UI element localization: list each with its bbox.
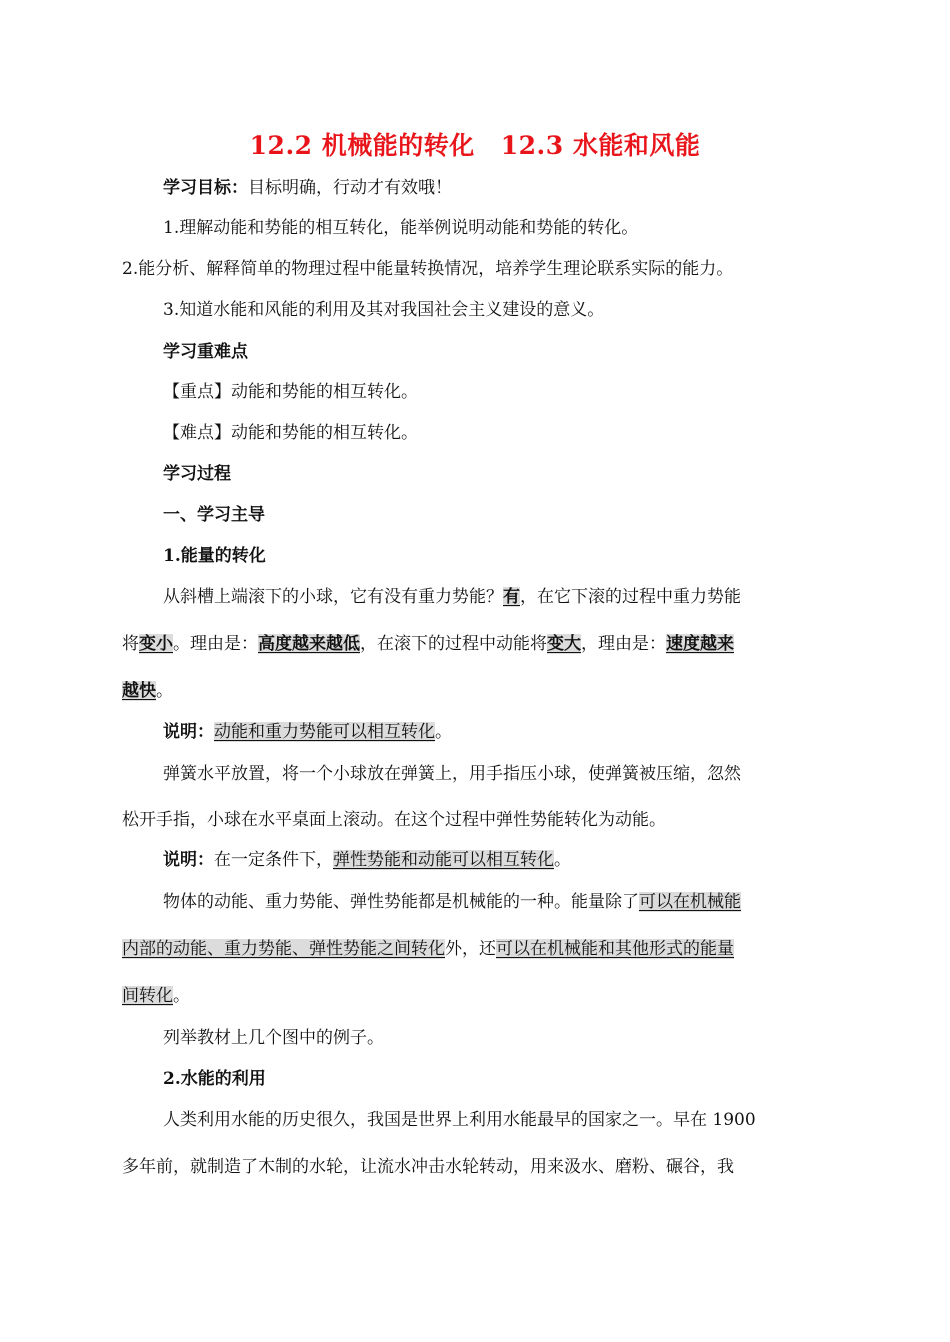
key-points-heading: 学习重难点 [163,342,248,362]
key-point-difficulty: 【难点】动能和势能的相互转化。 [163,423,418,443]
p1-text-5: ，在滚下的过程中动能将 [360,634,547,654]
process-heading: 学习过程 [163,464,231,484]
note-2 [163,846,571,874]
p3-text-3: 。 [173,986,190,1006]
p3-answer-1: 可以在机械能 [639,892,741,912]
key-point-focus: 【重点】动能和势能的相互转化。 [163,382,418,402]
objective-item-3: 3.知道水能和风能的利用及其对我国社会主义建设的意义。 [163,300,605,320]
objectives-line [163,174,452,202]
note-1-label: 说明： [163,722,214,742]
section-heading-1: 一、学习主导 [163,505,265,525]
p3-text-1: 物体的动能、重力势能、弹性势能都是机械能的一种。能量除了 [163,892,639,912]
p1-text-2: ，在它下滚的过程中重力势能 [520,587,741,607]
p1-text-3: 将 [122,634,139,654]
note-1-answer: 动能和重力势能可以相互转化 [214,722,435,742]
p1-text-4: 。理由是： [173,634,258,654]
answer-has-gravity-energy: 有 [503,587,520,607]
paragraph-4: 列举教材上几个图中的例子。 [163,1028,384,1048]
note-2-label: 说明： [163,850,214,870]
page-title [0,126,950,162]
objectives-intro: 目标明确，行动才有效哦！ [248,178,452,198]
title-part-2: 12.3 水能和风能 [500,131,701,160]
paragraph-2-line-1: 弹簧水平放置，将一个小球放在弹簧上，用手指压小球，使弹簧被压缩，忽然 [163,764,741,784]
p3-answer-2: 可以在机械能和其他形式的能量 [496,939,734,959]
note-2-text: 在一定条件下， [214,850,333,870]
title-part-1: 12.2 机械能的转化 [249,131,475,160]
paragraph-1-line-2 [122,630,734,658]
paragraph-2-line-2: 松开手指，小球在水平桌面上滚动。在这个过程中弹性势能转化为动能。 [122,810,666,830]
note-2-answer: 弹性势能和动能可以相互转化 [333,850,554,870]
note-2-end: 。 [554,850,571,870]
note-1 [163,718,452,746]
answer-speed-faster: 速度越来 [666,634,734,654]
p1-text-7: 。 [156,681,173,701]
objective-item-1: 1.理解动能和势能的相互转化，能举例说明动能和势能的转化。 [163,218,639,238]
paragraph-5-line-1: 人类利用水能的历史很久，我国是世界上利用水能最早的国家之一。早在 1900 [163,1110,756,1130]
p1-text-1: 从斜槽上端滚下的小球，它有没有重力势能？ [163,587,503,607]
note-1-end: 。 [435,722,452,742]
p3-text-2: 外，还 [445,939,496,959]
subsection-heading-2: 2.水能的利用 [163,1069,266,1089]
p3-answer-2-cont: 间转化 [122,986,173,1006]
subsection-heading-1: 1.能量的转化 [163,546,266,566]
p3-answer-1-cont: 内部的动能、重力势能、弹性势能之间转化 [122,939,445,959]
paragraph-3-line-2 [122,935,734,963]
answer-speed-faster-end: 越快 [122,681,156,701]
paragraph-3-line-1 [163,888,741,916]
paragraph-5-line-2: 多年前，就制造了木制的水轮，让流水冲击水轮转动，用来汲水、磨粉、碾谷，我 [122,1157,734,1177]
answer-height-lower: 高度越来越低 [258,634,360,654]
paragraph-1-line-3 [122,677,173,705]
answer-becomes-smaller: 变小 [139,634,173,654]
p1-text-6: ，理由是： [581,634,666,654]
objectives-label: 学习目标： [163,178,248,198]
objective-item-2: 2.能分析、解释简单的物理过程中能量转换情况，培养学生理论联系实际的能力。 [122,259,734,279]
answer-becomes-larger: 变大 [547,634,581,654]
paragraph-1-line-1 [163,583,741,611]
paragraph-3-line-3 [122,982,190,1010]
